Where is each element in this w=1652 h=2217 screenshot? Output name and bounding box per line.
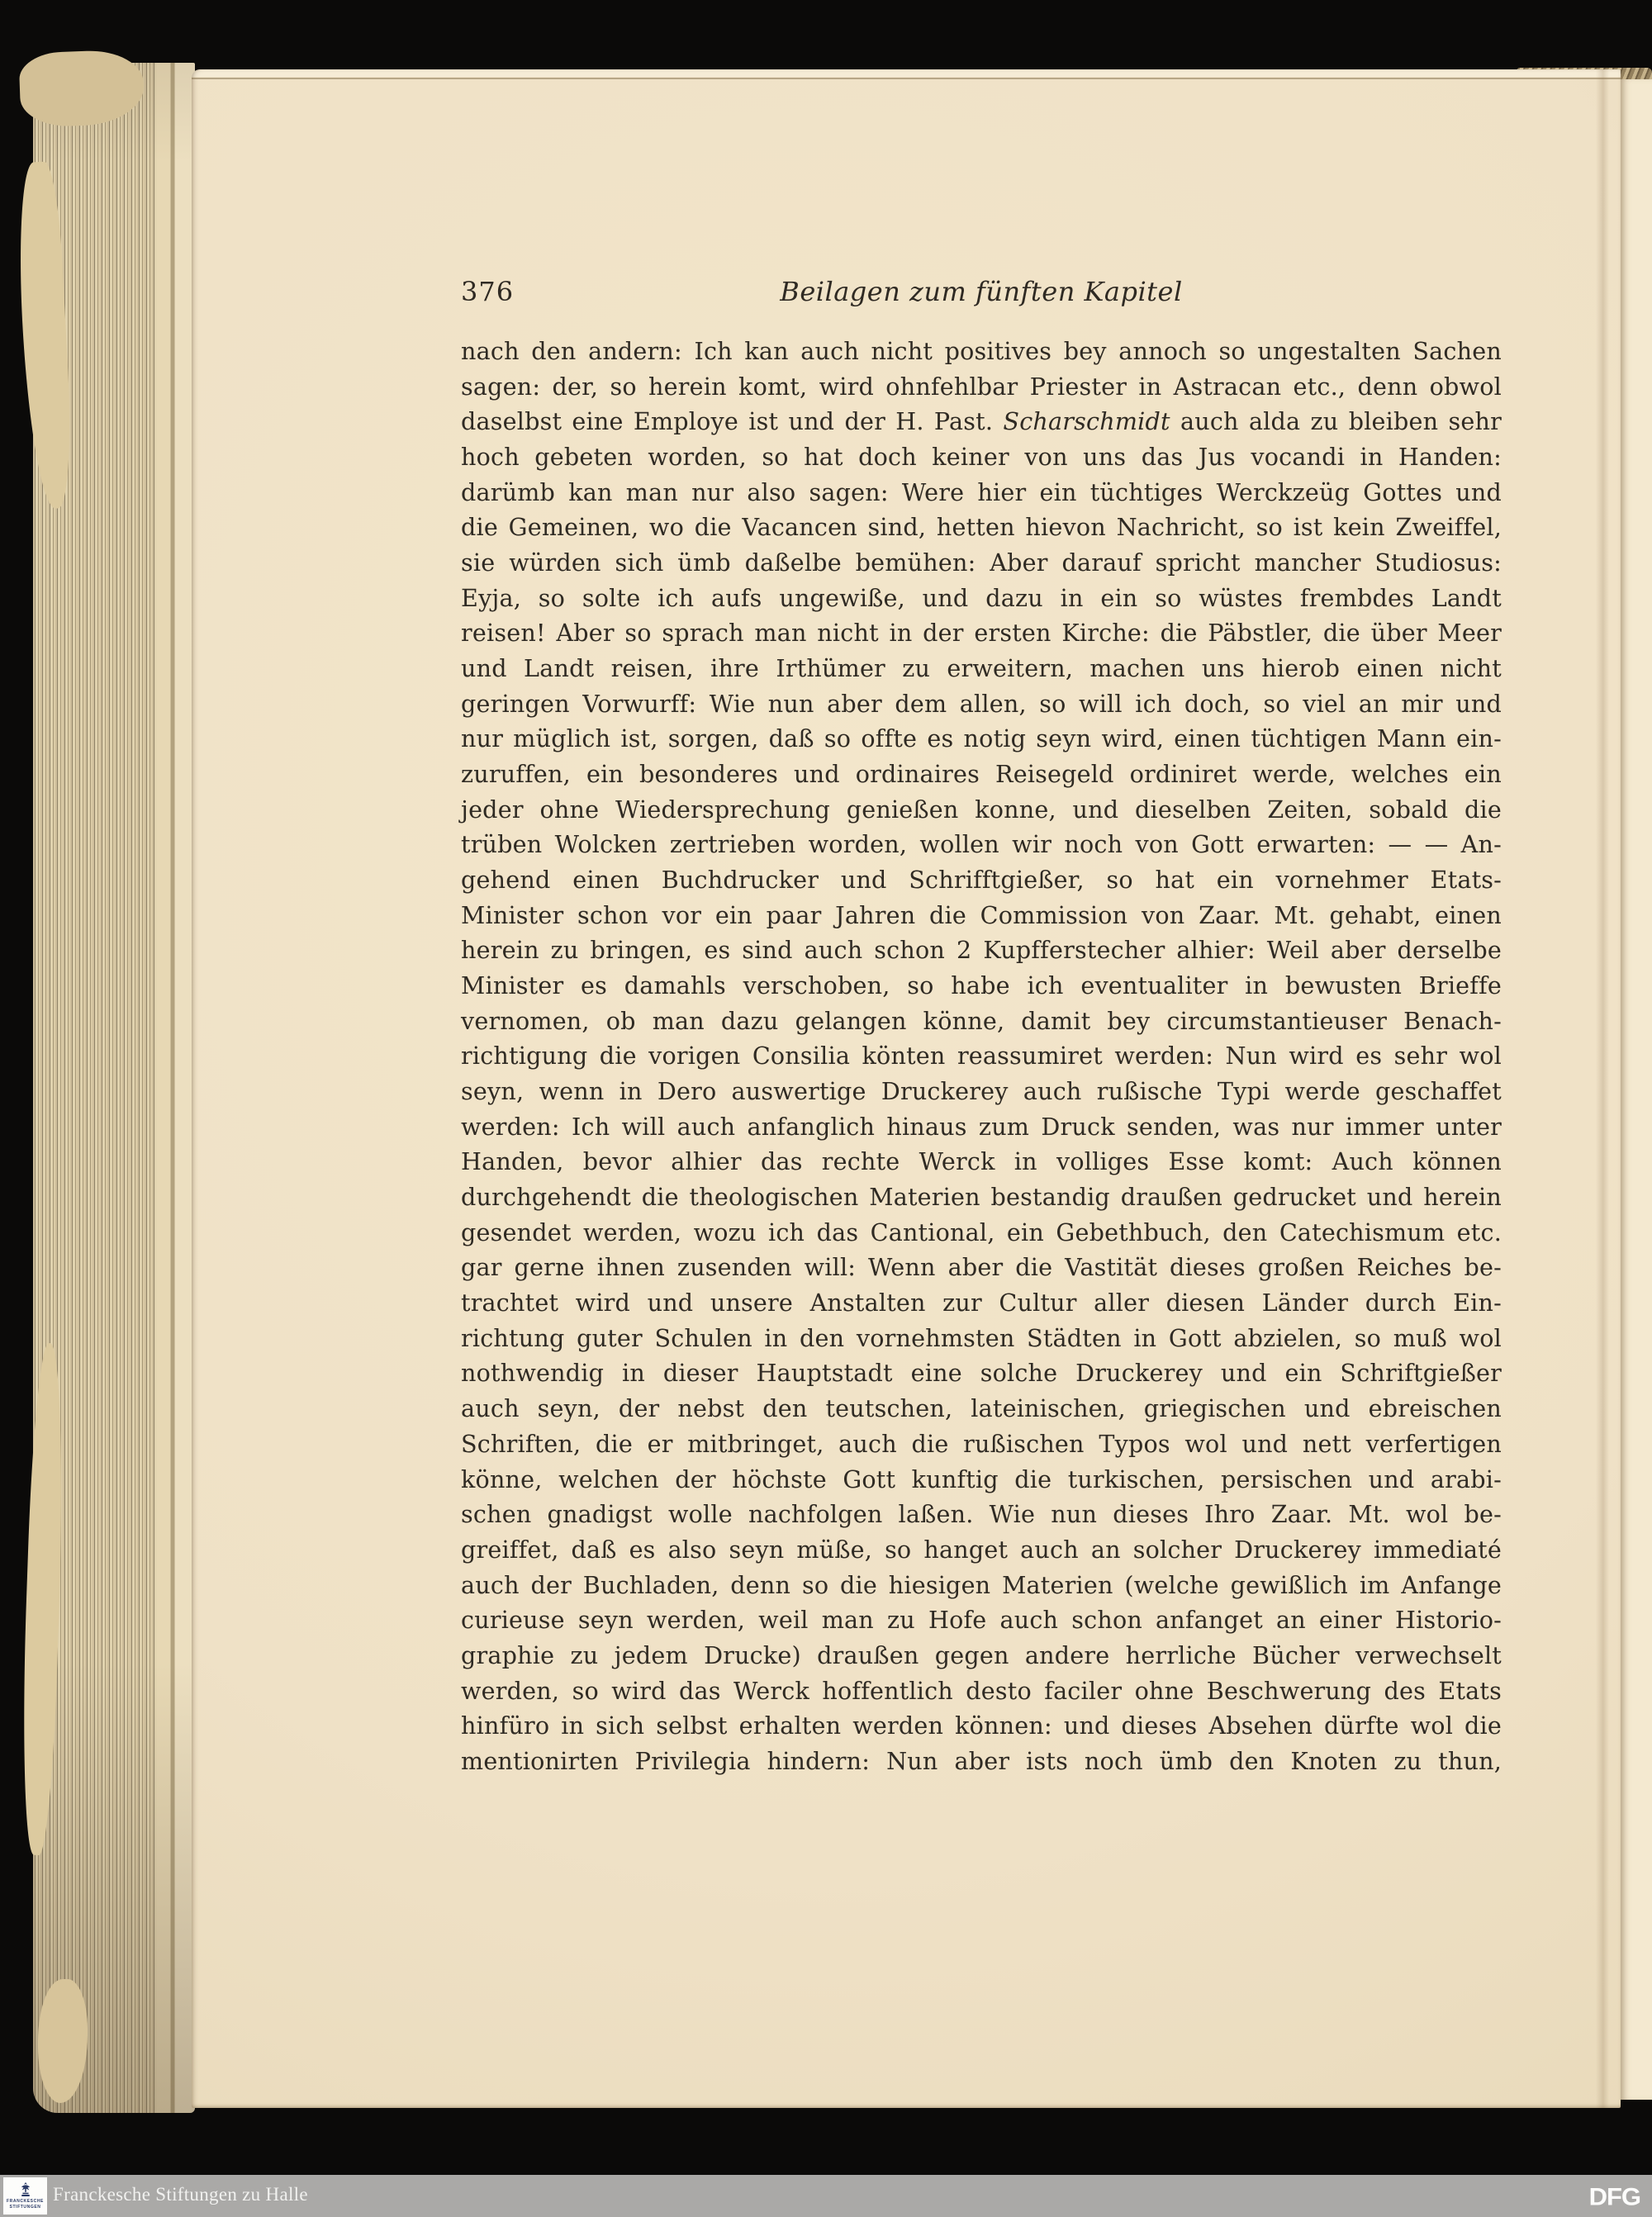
text-line: richtung guter Schulen in den vornehmsten Städten in Gott abzielen, so muß wol <box>461 1323 1502 1352</box>
body-text <box>461 334 1502 1779</box>
text-line: sie würden sich ümb daßelbe bemühen: Aber darauf spricht mancher Studiosus: <box>461 548 1502 577</box>
text-line: graphie zu jedem Drucke) draußen gegen andere herrliche Bücher verwechselt <box>461 1640 1502 1669</box>
text-line: werden: Ich will auch anfanglich hinaus zum Druck senden, was nur immer unter <box>461 1112 1502 1141</box>
text-line: herein zu bringen, es sind auch schon 2 Kupfferstecher alhier: Weil aber derselbe <box>461 936 1502 965</box>
library-name: Franckesche Stiftungen zu Halle <box>53 2184 308 2205</box>
text-line: mentionirten Privilegia hindern: Nun aber ists noch ümb den Knoten zu thun, <box>461 1746 1502 1775</box>
book-page <box>192 69 1621 2108</box>
text-line: nothwendig in dieser Hauptstadt eine solche Druckerey und ein Schriftgießer <box>461 1359 1502 1388</box>
page-number: 376 <box>461 276 515 307</box>
text-line: greiffet, daß es also seyn müße, so hanget auch an solcher Druckerey immediaté <box>461 1535 1502 1564</box>
text-line: darümb kan man nur also sagen: Were hier ein tüchtiges Werckzeüg Gottes und <box>461 477 1502 506</box>
text-line: seyn, wenn in Dero auswertige Druckerey auch rußische Typi werde geschaffet <box>461 1077 1502 1106</box>
text-line: werden, so wird das Werck hoffentlich desto faciler ohne Beschwerung des Etats <box>461 1676 1502 1705</box>
franckesche-logo <box>3 2177 47 2215</box>
logo-text-line2: STIFTUNGEN <box>9 2205 41 2210</box>
text-line: hoch gebeten worden, so hat doch keiner von uns das Jus vocandi in Handen: <box>461 443 1502 472</box>
book-page-edges <box>33 63 195 2113</box>
text-line: Minister schon vor ein paar Jahren die Commission von Zaar. Mt. gehabt, einen <box>461 900 1502 929</box>
text-line: nach den andern: Ich kan auch nicht positives bey annoch so ungestalten Sachen <box>461 337 1502 365</box>
text-line: vernomen, ob man dazu gelangen könne, damit bey circumstantieuser Benach- <box>461 1006 1502 1035</box>
text-line: hinfüro in sich selbst erhalten werden können: und dieses Absehen dürfte wol die <box>461 1711 1502 1740</box>
text-line: nur müglich ist, sorgen, daß so offte es notig seyn wird, einen tüchtigen Mann ein- <box>461 724 1502 753</box>
text-line: gar gerne ihnen zusenden will: Wenn aber die Vastität dieses großen Reiches be- <box>461 1253 1502 1282</box>
text-line: auch seyn, der nebst den teutschen, lateinischen, griegischen und ebreischen <box>461 1394 1502 1423</box>
text-line: jeder ohne Wiedersprechung genießen konne, und dieselben Zeiten, sobald die <box>461 795 1502 824</box>
dfg-logo: DFG <box>1588 2182 1640 2211</box>
text-line: zuruffen, ein besonderes und ordinaires Reisegeld ordiniret werde, welches ein <box>461 760 1502 789</box>
text-line: schen gnadigst wolle nachfolgen laßen. Wie nun dieses Ihro Zaar. Mt. wol be- <box>461 1500 1502 1529</box>
page-fold-crease <box>1596 69 1609 2108</box>
text-line: daselbst eine Employe ist und der H. Past. Scharschmidt auch alda zu bleiben sehr <box>461 407 1502 436</box>
text-line: und Landt reisen, ihre Irthümer zu erweitern, machen uns hierob einen nicht <box>461 654 1502 683</box>
text-line: Minister es damahls verschoben, so habe ich eventualiter in bewusten Brieffe <box>461 971 1502 1000</box>
text-line: auch der Buchladen, denn so die hiesigen Materien (welche gewißlich im Anfange <box>461 1570 1502 1599</box>
text-line: Eyja, so solte ich aufs ungewiße, und dazu in ein so wüstes frembdes Landt <box>461 583 1502 612</box>
text-line: trüben Wolcken zertrieben worden, wollen wir noch von Gott erwarten: — — An- <box>461 830 1502 859</box>
viewer-footer-bar <box>0 2175 1652 2217</box>
logo-text-line1: FRANCKESCHE <box>7 2199 44 2204</box>
text-line: trachtet wird und unsere Anstalten zur Cultur aller diesen Länder durch Ein- <box>461 1289 1502 1317</box>
text-line: Handen, bevor alhier das rechte Werck in volliges Esse komt: Auch können <box>461 1147 1502 1176</box>
text-line: die Gemeinen, wo die Vacancen sind, hetten hievon Nachricht, so ist kein Zweiffel, <box>461 513 1502 542</box>
running-title: Beilagen zum fünften Kapitel <box>780 276 1183 307</box>
opposite-page-edge <box>1621 79 1652 2100</box>
text-line: gesendet werden, wozu ich das Cantional, ein Gebethbuch, den Catechismum etc. <box>461 1218 1502 1246</box>
text-line: gehend einen Buchdrucker und Schrifftgießer, so hat ein vornehmer Etats- <box>461 866 1502 895</box>
text-line: Schriften, die er mitbringet, auch die rußischen Typos wol und nett verfertigen <box>461 1429 1502 1458</box>
text-line: curieuse seyn werden, weil man zu Hofe auch schon anfanget an einer Historio- <box>461 1606 1502 1635</box>
text-line: durchgehendt die theologischen Materien bestandig draußen gedrucket und herein <box>461 1183 1502 1212</box>
text-line: geringen Vorwurff: Wie nun aber dem allen, so will ich doch, so viel an mir und <box>461 689 1502 718</box>
text-line: richtigung die vorigen Consilia könten reassumiret werden: Nun wird es sehr wol <box>461 1042 1502 1071</box>
text-line: sagen: der, so herein komt, wird ohnfehlbar Priester in Astracan etc., denn obwol <box>461 372 1502 401</box>
page-header <box>461 276 1502 309</box>
printed-content <box>461 69 1502 2108</box>
franckesche-eagle-icon <box>19 2182 32 2198</box>
text-line: reisen! Aber so sprach man nicht in der ersten Kirche: die Päbstler, die über Meer <box>461 619 1502 648</box>
text-line: könne, welchen der höchste Gott kunftig die turkischen, persischen und arabi- <box>461 1465 1502 1493</box>
